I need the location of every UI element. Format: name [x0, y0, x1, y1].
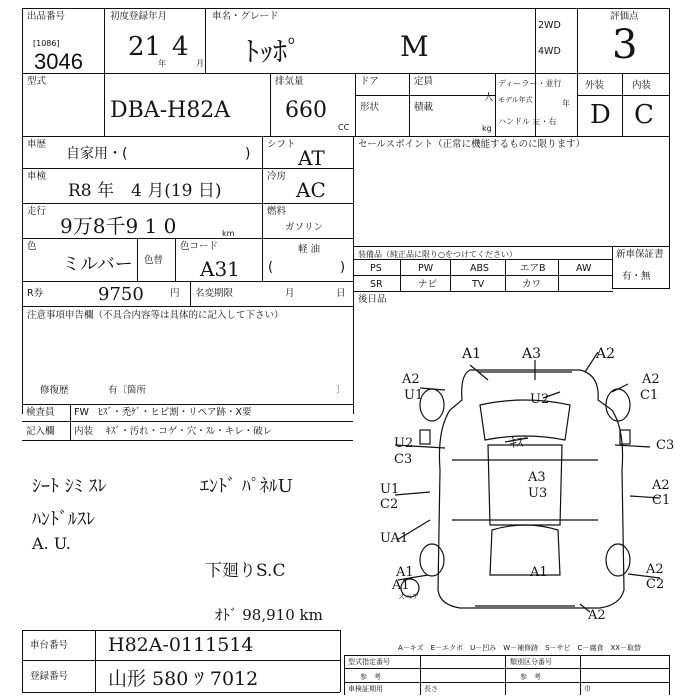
sales-point-label: セールスポイント（正常に機能するものに限ります）	[358, 139, 586, 150]
ext-label: 外装	[585, 80, 605, 91]
person-unit: 人	[484, 92, 494, 103]
car-name: ﾄｯﾎﾟ	[245, 35, 302, 68]
title-month-label: 月	[285, 288, 295, 299]
kg-unit: kg	[482, 124, 492, 133]
inspector-label-1: 検査員	[26, 407, 55, 418]
first-reg-month: 4	[172, 32, 189, 62]
history-value: 自家用・(	[66, 146, 128, 162]
history-label: 車歴	[27, 139, 47, 150]
damage-mark: A2	[596, 346, 616, 362]
recycle-unit: 円	[170, 288, 180, 299]
damage-legend: A－キズ E－エクボ U－凹み W－補修跡 S－サビ C－腐食 XX－取替	[398, 644, 642, 652]
mileage-label: 走行	[27, 206, 47, 217]
damage-mark: A1	[396, 565, 414, 580]
warranty-label: 新車保証書	[616, 249, 664, 260]
lot-number: 3046	[34, 49, 83, 74]
int-items: ｷｽﾞ・汚れ・コゲ・穴・ｽﾚ・キレ・破レ	[106, 426, 273, 437]
first-reg-year: 21	[128, 32, 162, 62]
registration-label: 登録番号	[30, 671, 69, 682]
form-label-1: 型式指定番号	[348, 658, 390, 666]
drive-4wd: 4WD	[538, 46, 561, 57]
score-value: 3	[612, 22, 638, 68]
int-label: 内装	[632, 80, 652, 91]
inspection-label: 車検	[27, 171, 47, 182]
ext-grade: D	[590, 100, 611, 130]
lot-label: 出品番号	[27, 11, 66, 22]
mileage-unit: km	[222, 229, 235, 238]
damage-mark: A3	[528, 470, 546, 485]
rear-items-label: 後日品	[358, 294, 387, 305]
fuel-open-paren: (	[268, 260, 274, 275]
model-value: DBA-H82A	[110, 98, 231, 123]
repair-value: 有〔箇所	[108, 385, 147, 396]
registration-value: 山形 580 ﾂ 7012	[108, 668, 259, 690]
month-unit: 月	[196, 59, 204, 68]
equipment-label: 装備品（純正品に限り○をつけてください）	[358, 250, 517, 259]
history-close: )	[245, 146, 251, 162]
damage-mark: A2	[646, 562, 664, 577]
mileage-value: 9万8千9 1 0	[60, 214, 177, 238]
load-label: 積載	[414, 102, 434, 113]
odometer-note: ｵﾄﾞ 98,910 km	[215, 606, 323, 624]
equip-ps: PS	[370, 263, 382, 274]
ref-label-2: 参 考	[520, 673, 541, 681]
ref-label-1: 参 考	[360, 673, 381, 681]
repair-label: 修復歴	[40, 385, 69, 396]
model-year-label: モデル年式	[498, 96, 533, 104]
damage-mark: C3	[394, 452, 413, 467]
equip-kawa: カワ	[522, 279, 542, 290]
damage-mark: A2	[402, 372, 420, 387]
shift-value: AT	[298, 146, 325, 170]
capacity-label: 定員	[414, 76, 434, 87]
recycle-label: R券	[27, 288, 44, 299]
title-deadline-label: 名変期限	[195, 288, 234, 299]
certificate-label: 車検証期用	[348, 685, 383, 693]
notes-label: 注意事項申告欄（不具合内容等は具体的に記入して下さい）	[27, 310, 284, 321]
damage-mark: C2	[646, 577, 665, 592]
damage-mark: ｷｽﾞ	[510, 436, 530, 451]
fw-label: FW	[74, 407, 89, 418]
damage-mark: C2	[380, 497, 399, 512]
damage-mark: A2	[642, 372, 660, 387]
repaint-label: 色替	[144, 255, 164, 266]
car-grade: M	[400, 30, 429, 63]
year-unit: 年	[158, 59, 166, 68]
repair-close: 〕	[336, 385, 346, 396]
disp-value: 660	[285, 98, 327, 123]
equip-navi: ナビ	[418, 279, 438, 290]
equip-sr: SR	[370, 279, 383, 290]
equip-abs: ABS	[470, 263, 489, 274]
damage-mark: A1	[530, 565, 548, 580]
warranty-value: 有・無	[622, 271, 651, 282]
chassis-label: 車台番号	[30, 640, 69, 651]
model-year-unit: 年	[562, 99, 570, 108]
damage-mark: C3	[656, 438, 675, 453]
fuel-close-paren: )	[340, 260, 346, 275]
equip-airbag: エアB	[520, 263, 546, 274]
damage-mark: A3	[522, 346, 542, 362]
car-name-label: 車名・グレード	[212, 11, 279, 22]
color-code-value: A31	[200, 257, 240, 281]
damage-mark: U2	[394, 436, 414, 451]
damage-mark: U1	[404, 388, 424, 403]
equip-aw: AW	[576, 263, 592, 274]
note-line-2: ﾊﾝﾄﾞﾙｽﾚ	[32, 509, 95, 530]
damage-mark: C1	[652, 493, 671, 508]
damage-mark: A1	[462, 346, 482, 362]
shift-label: シフト	[267, 139, 296, 150]
inspection-value: R8 年 4 月(19 日)	[68, 181, 222, 201]
fuel-label: 燃料	[267, 206, 287, 217]
note-right-2: 下廻りS.C	[205, 561, 286, 581]
lot-code: [1086]	[33, 39, 60, 48]
chassis-value: H82A-0111514	[108, 634, 254, 656]
length-label: 長さ	[424, 685, 438, 693]
title-day-label: 日	[336, 288, 346, 299]
disp-label: 排気量	[275, 76, 304, 87]
damage-mark: U3	[528, 486, 548, 501]
spare-label: スペア	[398, 593, 419, 601]
damage-mark: A2	[588, 608, 606, 623]
int-row-label: 内装	[74, 426, 94, 437]
damage-mark: C1	[640, 388, 659, 403]
equip-tv: TV	[472, 279, 485, 290]
damage-mark: UA1	[380, 531, 409, 546]
disp-unit: CC	[338, 123, 350, 132]
shape-label: 形状	[360, 102, 380, 113]
damage-mark: U1	[380, 482, 400, 497]
fuel-gasoline: ガソリン	[285, 222, 324, 233]
damage-mark: U2	[530, 392, 550, 407]
recycle-value: 9750	[98, 284, 144, 305]
door-label: ドア	[360, 76, 379, 87]
color-code-label: 色コード	[180, 241, 219, 252]
handle-label: ハンドル 左・右	[498, 117, 557, 126]
aircon-value: AC	[296, 178, 326, 202]
model-label: 型式	[27, 76, 47, 87]
note-line-3: A. U.	[32, 534, 71, 553]
damage-mark: A2	[652, 478, 670, 493]
aircon-label: 冷房	[267, 171, 287, 182]
equip-pw: PW	[418, 263, 434, 274]
width-label: 巾	[584, 685, 591, 693]
drive-2wd: 2WD	[538, 20, 561, 31]
dealer-label: ディーラー・並行	[498, 79, 562, 88]
score-label: 評価点	[610, 11, 639, 22]
first-reg-label: 初度登録年月	[110, 11, 168, 22]
damage-mark: A1	[392, 578, 410, 593]
note-right-1: ｴﾝﾄﾞ ﾊﾟﾈﾙU	[200, 476, 293, 497]
inspector-label-2: 記入欄	[26, 426, 55, 437]
int-grade: C	[634, 100, 654, 130]
note-line-1: ｼｰﾄ ｼﾐ ｽﾚ	[32, 476, 107, 497]
fuel-diesel: 軽 油	[298, 244, 321, 255]
form-label-2: 類別区分番号	[510, 658, 552, 666]
fw-items: ﾋｽﾞ・禿ｹﾞ・ヒビ割・リペア跡・X要	[98, 407, 252, 418]
color-value: ミルバー	[62, 254, 133, 275]
color-label: 色	[27, 241, 37, 252]
